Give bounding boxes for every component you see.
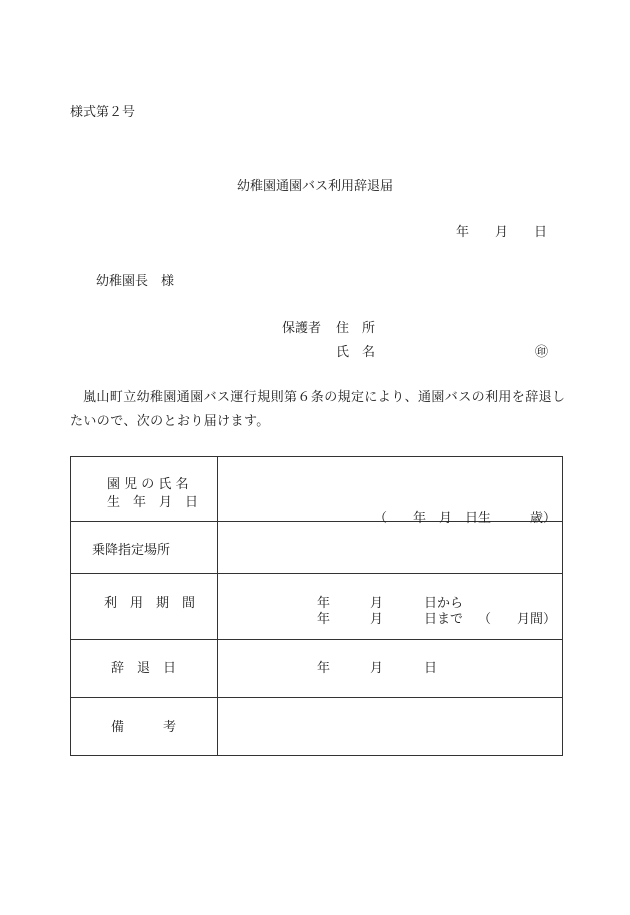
guardian-label: 保護者: [282, 321, 322, 336]
table-row-withdrawal: [71, 640, 563, 698]
remarks-value-cell[interactable]: [218, 698, 563, 756]
period-label-cell: [71, 574, 218, 640]
guardian-name-label: 氏 名: [336, 345, 376, 360]
table-row-remarks: [71, 698, 563, 756]
remarks-label-cell: [71, 698, 218, 756]
child-name-label: 園 児 の 氏 名: [107, 477, 189, 492]
withdrawal-month: 月: [370, 661, 384, 676]
stop-label: 乗降指定場所: [92, 543, 171, 558]
child-birth-label: 生 年 月 日: [107, 495, 199, 510]
withdrawal-label: 辞 退 日: [111, 661, 177, 676]
guardian-address-label: 住 所: [336, 321, 376, 336]
withdrawal-form-table: [70, 456, 563, 756]
period-to-day: 日まで: [424, 612, 464, 627]
withdrawal-label-cell: [71, 640, 218, 698]
submission-date: [456, 221, 547, 240]
period-from-day: 日から: [424, 596, 464, 611]
period-to-month: 月: [370, 612, 384, 627]
period-to-year: 年: [317, 612, 331, 627]
date-month: 月: [495, 225, 509, 240]
seal-mark: ㊞: [535, 345, 549, 360]
child-label-cell: [71, 457, 218, 522]
period-from-month: 月: [370, 596, 384, 611]
table-row-stop: [71, 522, 563, 574]
child-birth-age: （ 年 月 日生 歳）: [374, 511, 557, 526]
period-value-cell[interactable]: [218, 574, 563, 640]
period-months: （ 月間）: [478, 612, 557, 627]
period-from-year: 年: [317, 596, 331, 611]
stop-value-cell[interactable]: [218, 522, 563, 574]
date-day: 日: [534, 225, 548, 240]
withdrawal-year: 年: [317, 661, 331, 676]
period-label: 利 用 期 間: [104, 596, 196, 611]
body-text: 嵐山町立幼稚園通園バス運行規則第６条の規定により、通園バスの利用を辞退したいので、次のとおり届けます。: [70, 390, 566, 429]
document-title: 幼稚園通園バス利用辞退届: [236, 179, 393, 194]
form-number: 様式第２号: [70, 105, 136, 120]
addressee: 幼稚園長 様: [96, 274, 175, 289]
withdrawal-value-cell[interactable]: [218, 640, 563, 698]
stop-label-cell: [71, 522, 218, 574]
remarks-label: 備 考: [111, 720, 177, 735]
child-value-cell[interactable]: [218, 457, 563, 526]
date-year: 年: [456, 225, 470, 240]
table-row-period: [71, 574, 563, 640]
table-row-child: [71, 457, 563, 522]
withdrawal-day: 日: [424, 661, 438, 676]
